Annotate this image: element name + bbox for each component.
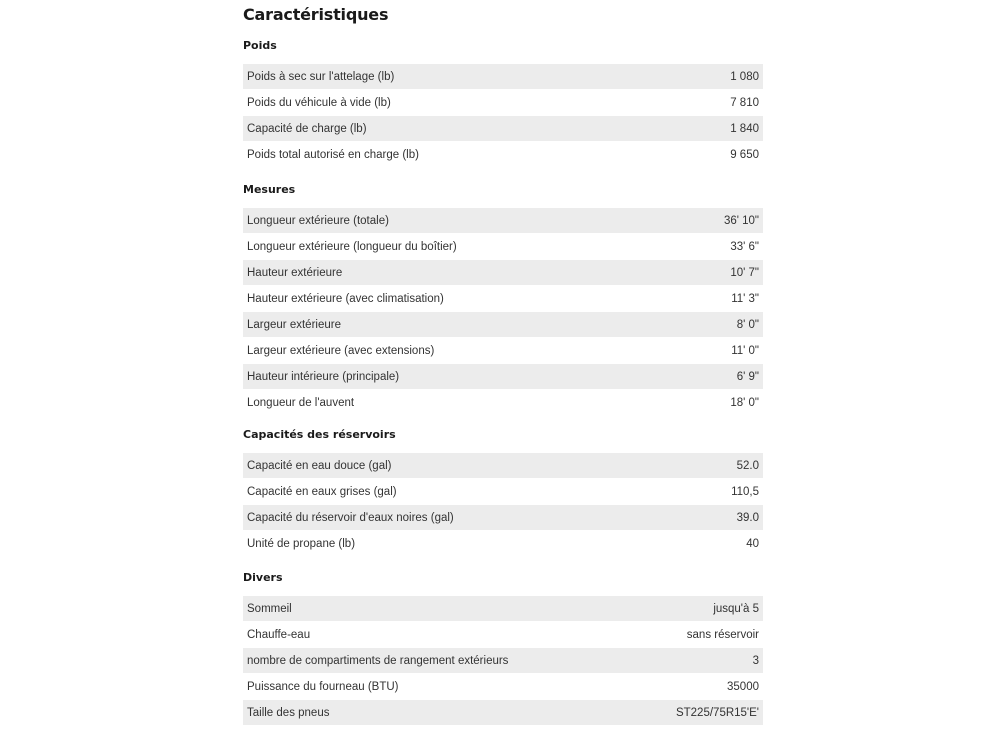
spec-value: 1 080 (675, 64, 763, 90)
spec-value: 8' 0" (677, 312, 763, 338)
spec-table-mesures (243, 208, 763, 416)
section-divers (243, 571, 763, 726)
section-heading: Mesures (243, 183, 296, 196)
spec-label: Hauteur extérieure (avec climatisation) (243, 286, 677, 312)
table-row (243, 64, 763, 90)
spec-label: Longueur de l'auvent (243, 390, 677, 416)
spec-label: Unité de propane (lb) (243, 531, 688, 557)
table-row (243, 208, 763, 234)
spec-value: 35000 (632, 674, 763, 700)
spec-label: Largeur extérieure (243, 312, 677, 338)
table-row (243, 674, 763, 700)
table-row (243, 312, 763, 338)
spec-label: Poids du véhicule à vide (lb) (243, 90, 675, 116)
table-row (243, 622, 763, 648)
section-capacites-reservoirs (243, 428, 763, 557)
table-row (243, 142, 763, 168)
spec-label: Longueur extérieure (totale) (243, 208, 677, 234)
table-row (243, 531, 763, 557)
spec-value: 18' 0" (677, 390, 763, 416)
table-row (243, 234, 763, 260)
spec-label: Capacité en eau douce (gal) (243, 453, 688, 479)
spec-value: 33' 6" (677, 234, 763, 260)
spec-table-reservoirs (243, 453, 763, 557)
spec-value: ST225/75R15'E' (632, 700, 763, 726)
spec-label: Hauteur extérieure (243, 260, 677, 286)
table-row (243, 700, 763, 726)
spec-value: 10' 7" (677, 260, 763, 286)
spec-value: 39.0 (688, 505, 763, 531)
table-row (243, 390, 763, 416)
spec-label: Poids total autorisé en charge (lb) (243, 142, 675, 168)
section-heading: Capacités des réservoirs (243, 428, 396, 441)
spec-label: Hauteur intérieure (principale) (243, 364, 677, 390)
spec-table-poids (243, 64, 763, 168)
spec-value: 3 (632, 648, 763, 674)
spec-label: Chauffe-eau (243, 622, 632, 648)
table-row (243, 648, 763, 674)
spec-value: 40 (688, 531, 763, 557)
spec-label: Capacité du réservoir d'eaux noires (gal) (243, 505, 688, 531)
table-row (243, 505, 763, 531)
spec-value: 110,5 (688, 479, 763, 505)
spec-value: 6' 9" (677, 364, 763, 390)
spec-value: 9 650 (675, 142, 763, 168)
spec-value: 11' 0" (677, 338, 763, 364)
spec-label: Taille des pneus (243, 700, 632, 726)
table-row (243, 364, 763, 390)
spec-value: 1 840 (675, 116, 763, 142)
page-title: Caractéristiques (243, 5, 389, 24)
spec-value: 52.0 (688, 453, 763, 479)
spec-label: nombre de compartiments de rangement extérieurs (243, 648, 632, 674)
section-heading: Poids (243, 39, 277, 52)
table-row (243, 453, 763, 479)
spec-value: 11' 3" (677, 286, 763, 312)
section-poids (243, 39, 763, 168)
table-row (243, 286, 763, 312)
spec-label: Sommeil (243, 596, 632, 622)
spec-table-divers (243, 596, 763, 726)
spec-value: sans réservoir (632, 622, 763, 648)
table-row (243, 338, 763, 364)
spec-label: Puissance du fourneau (BTU) (243, 674, 632, 700)
spec-value: jusqu'à 5 (632, 596, 763, 622)
spec-label: Poids à sec sur l'attelage (lb) (243, 64, 675, 90)
table-row (243, 479, 763, 505)
table-row (243, 116, 763, 142)
spec-value: 36' 10" (677, 208, 763, 234)
spec-value: 7 810 (675, 90, 763, 116)
table-row (243, 596, 763, 622)
section-mesures (243, 183, 763, 416)
spec-label: Longueur extérieure (longueur du boîtier) (243, 234, 677, 260)
table-row (243, 90, 763, 116)
section-heading: Divers (243, 571, 283, 584)
spec-label: Capacité en eaux grises (gal) (243, 479, 688, 505)
spec-label: Capacité de charge (lb) (243, 116, 675, 142)
spec-label: Largeur extérieure (avec extensions) (243, 338, 677, 364)
table-row (243, 260, 763, 286)
